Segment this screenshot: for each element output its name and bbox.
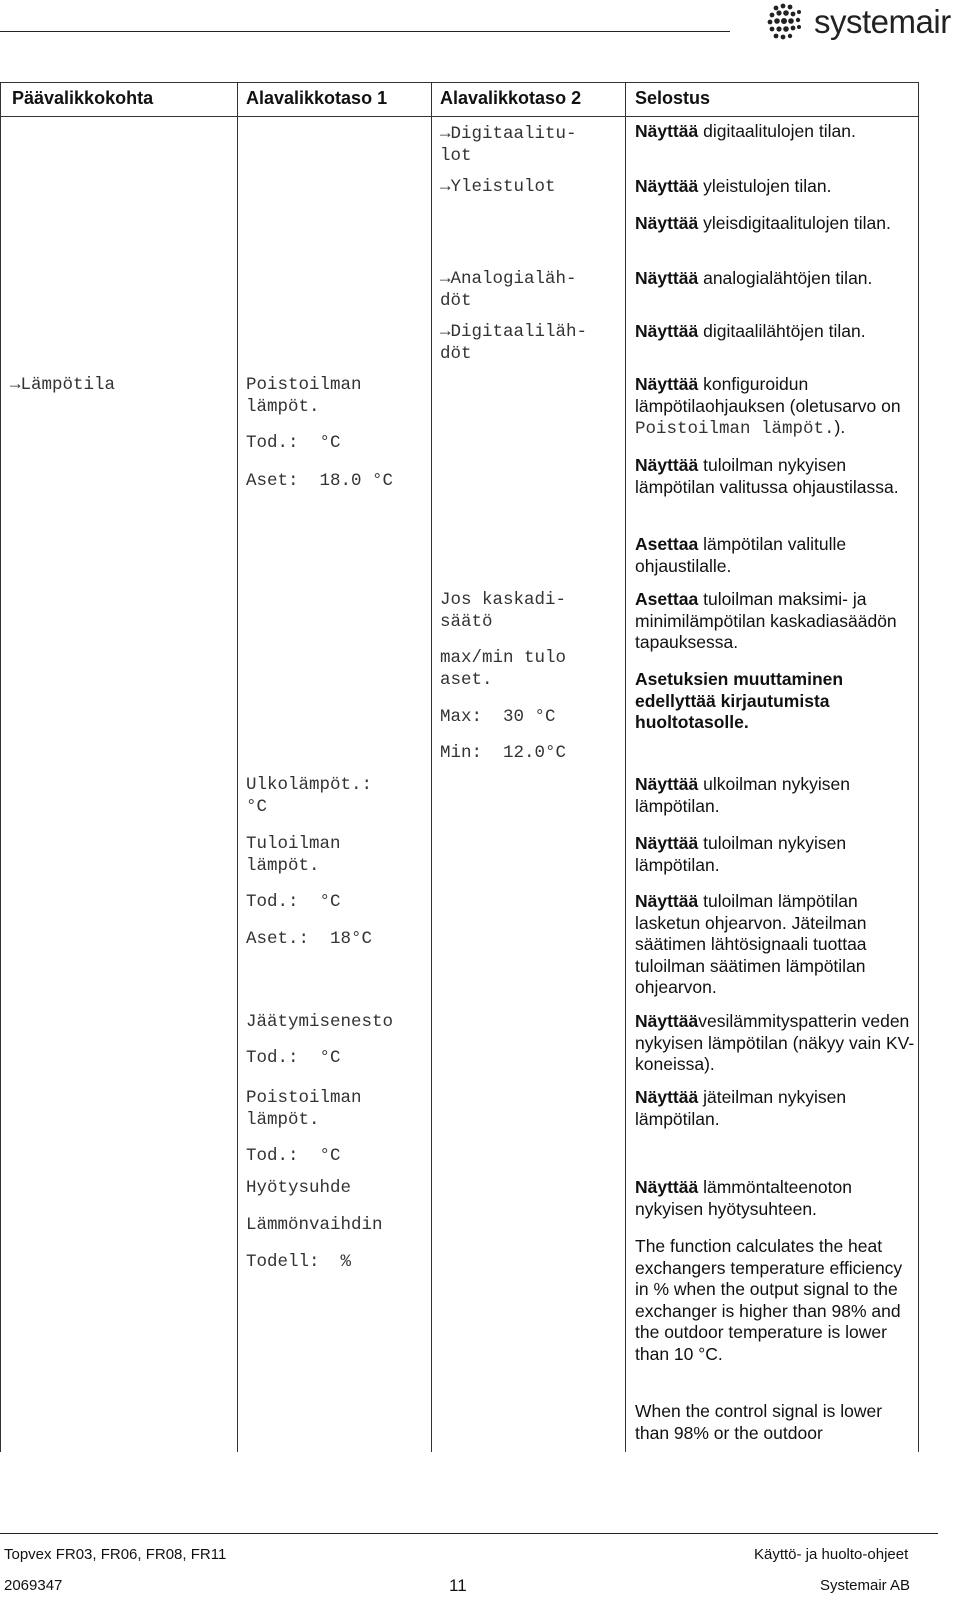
desc-tuloilman-valittu: Näyttää tuloilman nykyisen lämpötilan valitussa ohjaustilassa. xyxy=(635,455,899,497)
poistoilman-label-2: lämpöt. xyxy=(246,397,320,417)
poistoilman-label-b: Poistoilman xyxy=(246,1088,362,1108)
desc-ulkoilma: Näyttää ulkoilman nykyisen lämpötilan. xyxy=(635,774,850,816)
table-divider-1 xyxy=(237,82,238,1452)
desc-digitaalilahdot: Näyttää digitaalilähtöjen tilan. xyxy=(635,321,866,341)
desc-analogialahdot: Näyttää analogialähtöjen tilan. xyxy=(635,268,873,288)
table-right-border xyxy=(918,82,919,1452)
desc-yleisdigitaalitulot: Näyttää yleisdigitaalitulojen tilan. xyxy=(635,213,891,233)
header-paavalikkokohta: Päävalikkokohta xyxy=(12,88,154,108)
footer-rule xyxy=(0,1533,938,1534)
footer-company: Systemair AB xyxy=(820,1577,911,1594)
yleistulot-item: →Yleistulot xyxy=(440,177,556,197)
ulkolampot-label: Ulkolämpöt.: xyxy=(246,775,373,795)
analogialahdot-item-2: döt xyxy=(440,291,472,311)
systemair-logo xyxy=(766,2,951,42)
header-alavalikkotaso-1: Alavalikkotaso 1 xyxy=(246,88,388,108)
kaskadisaato-label: Jos kaskadi- xyxy=(440,590,567,610)
footer-doc-number: 2069347 xyxy=(4,1577,63,1594)
header-alavalikkotaso-2: Alavalikkotaso 2 xyxy=(440,88,582,108)
footer-manual-title: Käyttö- ja huolto-ohjeet xyxy=(754,1546,909,1563)
kaskadisaato-label-2: säätö xyxy=(440,612,493,632)
menu-item-lampotila: →Lämpötila xyxy=(10,375,116,395)
desc-vesilammitys: Näyttäävesilämmityspatterin veden nykyisen lämpötilan (näkyy vain KV-koneissa). xyxy=(635,1011,915,1074)
digitaalilahdot-item: →Digitaaliläh- xyxy=(440,322,588,342)
maxmin-label-2: aset. xyxy=(440,670,493,690)
jaatymisenesto-label: Jäätymisenesto xyxy=(246,1012,394,1032)
desc-yleistulot: Näyttää yleistulojen tilan. xyxy=(635,176,832,196)
maxmin-label: max/min tulo xyxy=(440,648,567,668)
table-top-border xyxy=(0,82,918,83)
hyotysuhde-label: Hyötysuhde xyxy=(246,1178,352,1198)
min-value: Min: 12.0°C xyxy=(440,743,567,763)
aset-value-1: Aset: 18.0 °C xyxy=(246,471,394,491)
logo-dots-icon xyxy=(766,2,808,42)
max-value: Max: 30 °C xyxy=(440,707,556,727)
poistoilman-label: Poistoilman xyxy=(246,375,362,395)
desc-aseta-lampotila: Asettaa lämpötilan valitulle ohjaustilalle. xyxy=(635,534,847,576)
tuloilman-label-2: lämpöt. xyxy=(246,856,320,876)
tuloilman-label: Tuloilman xyxy=(246,834,341,854)
lammonvaihdin-label: Lämmönvaihdin xyxy=(246,1215,383,1235)
poistoilman-label-b-2: lämpöt. xyxy=(246,1110,320,1130)
desc-hyotysuhde: Näyttää lämmöntalteenoton nykyisen hyötysuhteen. xyxy=(635,1177,852,1219)
digitaalilahdot-item-2: döt xyxy=(440,344,472,364)
tod-value-4: Tod.: °C xyxy=(246,1146,341,1166)
desc-jateilma: Näyttää jäteilman nykyisen lämpötilan. xyxy=(635,1087,847,1129)
desc-function-calc: The function calculates the heat exchangers temperature efficiency in % when the output signal to the exchanger is higher than 98% and the outdoor temperature is lower than 10 °C. xyxy=(635,1236,903,1364)
desc-kaskadi: Asettaa tuloilman maksimi- ja minimilämpötilan kaskadiasäädön tapauksessa. xyxy=(635,589,897,652)
desc-tuloilma: Näyttää tuloilman nykyisen lämpötilan. xyxy=(635,833,847,875)
footer-page-number: 11 xyxy=(449,1576,467,1595)
table-left-border xyxy=(0,82,1,1452)
table-header-border xyxy=(0,116,918,117)
tod-value-1: Tod.: °C xyxy=(246,433,341,453)
desc-tuloilma-ohjearvo: Näyttää tuloilman lämpötilan lasketun ohjearvon. Jäteilman säätimen lähtösignaali tuottaa tuloilman säätimen lämpötilan ohjearvon. xyxy=(635,891,867,997)
tod-value-3: Tod.: °C xyxy=(246,1048,341,1068)
header-rule xyxy=(0,31,730,32)
ulkolampot-unit: °C xyxy=(246,797,268,817)
desc-lampotilaohjaus: Näyttää konfiguroidun lämpötilaohjauksen (oletusarvo on Poistoilman lämpöt.). xyxy=(635,374,901,439)
desc-digitaalitulot: Näyttää digitaalitulojen tilan. xyxy=(635,121,856,141)
todell-value: Todell: % xyxy=(246,1252,352,1272)
logo-wordmark: systemair xyxy=(814,3,951,40)
digitaalitulot-item: →Digitaalitu- xyxy=(440,124,577,144)
digitaalitulot-item-2: lot xyxy=(440,146,472,166)
aset-value-2: Aset.: 18°C xyxy=(246,929,373,949)
analogialahdot-item: →Analogialäh- xyxy=(440,269,577,289)
desc-control-signal: When the control signal is lower than 98% or the outdoor xyxy=(635,1401,883,1443)
table-divider-3 xyxy=(625,82,626,1452)
table-divider-2 xyxy=(431,82,432,1452)
tod-value-2: Tod.: °C xyxy=(246,892,341,912)
desc-kirjautuminen: Asetuksien muuttaminen edellyttää kirjautumista huoltotasolle. xyxy=(635,669,844,732)
header-selostus: Selostus xyxy=(635,88,711,108)
footer-product: Topvex FR03, FR06, FR08, FR11 xyxy=(4,1546,227,1563)
